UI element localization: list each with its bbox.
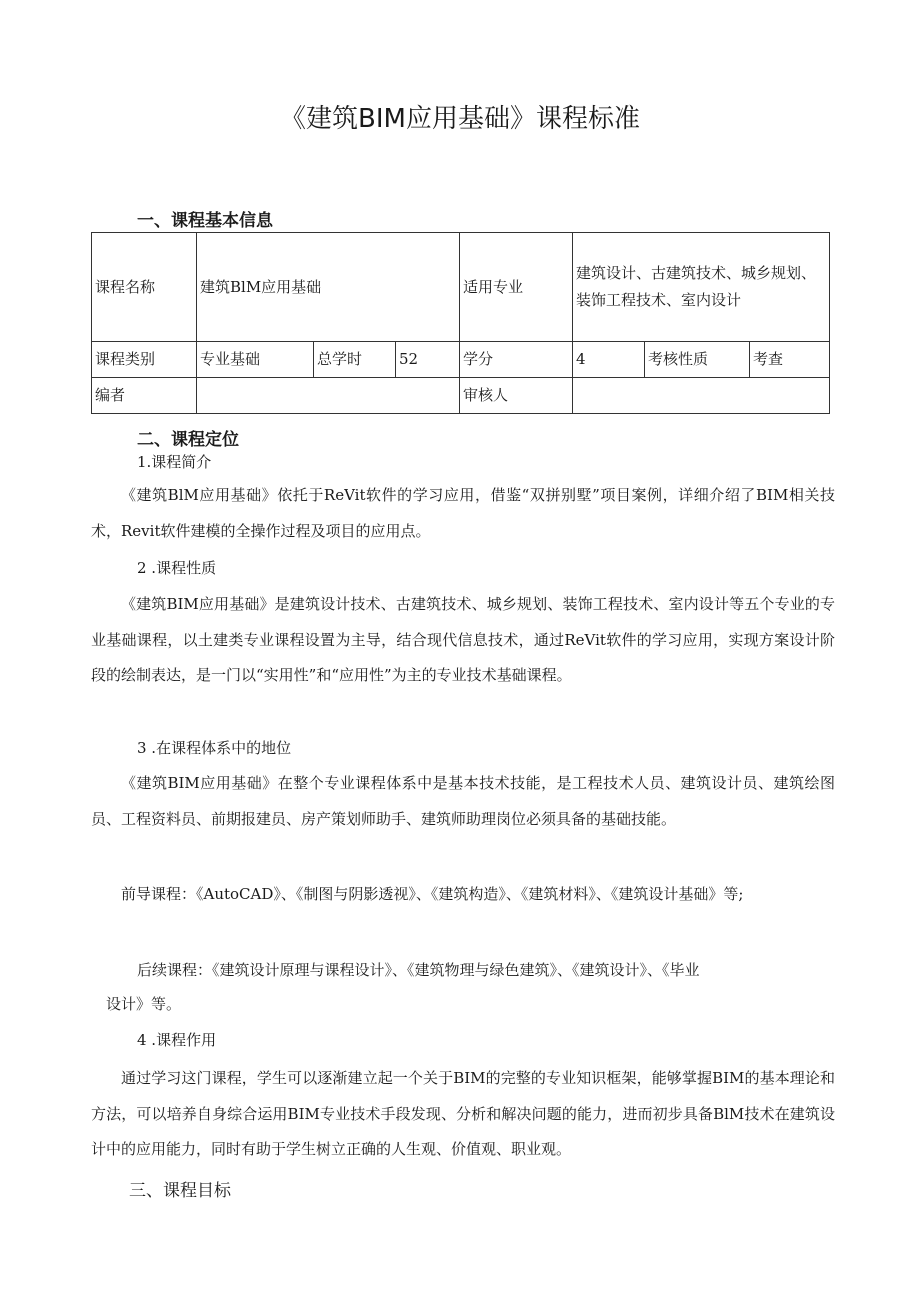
subheading-role: 4 .课程作用 [137,1031,217,1049]
paragraph-role: 通过学习这门课程，学生可以逐渐建立起一个关于BIM的完整的专业知识框架，能够掌握BIM的基本理论和方法，可以培养自身综合运用BIM专业技术手段发现、分析和解决问题的能力，进而初步具备BlM技术在建筑设计中的应用能力，同时有助于学生树立正确的人生观、价值观、职业观。 [91,1069,835,1158]
paragraph-intro: 《建筑BlM应用基础》依托于ReVit软件的学习应用，借鉴“双拼别墅”项目案例，详细介绍了BIM相关技术，Revit软件建模的全操作过程及项目的应用点。 [91,486,835,540]
editor-label: 编者 [92,378,197,414]
subheading-position: 3 .在课程体系中的地位 [137,739,292,757]
followup-line-2: 设计》等。 [106,995,182,1013]
subheading-intro: 1.课程简介 [137,453,212,471]
course-name-value: 建筑BlM应用基础 [197,233,460,342]
assessment-label: 考核性质 [645,342,750,378]
subheading-nature: 2 .课程性质 [137,559,217,577]
followup-line-1: 后续课程：《建筑设计原理与课程设计》、《建筑物理与绿色建筑》、《建筑设计》、《毕业 [137,961,700,979]
reviewer-label: 审核人 [460,378,573,414]
section-heading-positioning: 二、课程定位 [137,430,239,450]
majors-label: 适用专业 [460,233,573,342]
course-name-label: 课程名称 [92,233,197,342]
page-title: 《建筑BIM应用基础》课程标准 [280,104,640,134]
hours-value: 52 [396,342,460,378]
credit-value: 4 [573,342,645,378]
credit-label: 学分 [460,342,573,378]
paragraph-prereq: 前导课程：《AutoCAD》、《制图与阴影透视》、《建筑构造》、《建筑材料》、《建筑设计基础》等; [121,885,744,903]
paragraph-position: 《建筑BIM应用基础》在整个专业课程体系中是基本技术技能，是工程技术人员、建筑设计员、建筑绘图员、工程资料员、前期报建员、房产策划师助手、建筑师助理岗位必须具备的基础技能。 [91,774,835,828]
section-heading-objectives: 三、课程目标 [129,1181,231,1201]
category-label: 课程类别 [92,342,197,378]
hours-label: 总学时 [314,342,396,378]
category-value: 专业基础 [197,342,314,378]
course-info-table [91,232,830,414]
majors-value: 建筑设计、古建筑技术、城乡规划、装饰工程技术、室内设计 [573,233,830,342]
reviewer-value [573,378,830,414]
assessment-value: 考查 [750,342,830,378]
paragraph-nature: 《建筑BIM应用基础》是建筑设计技术、古建筑技术、城乡规划、装饰工程技术、室内设计等五个专业的专业基础课程，以土建类专业课程设置为主导，结合现代信息技术，通过ReVit软件的学习应用，实现方案设计阶段的绘制表达，是一门以“实用性”和“应用性”为主的专业技术基础课程。 [91,595,835,684]
editor-value [197,378,460,414]
section-heading-basic-info: 一、课程基本信息 [137,211,273,231]
